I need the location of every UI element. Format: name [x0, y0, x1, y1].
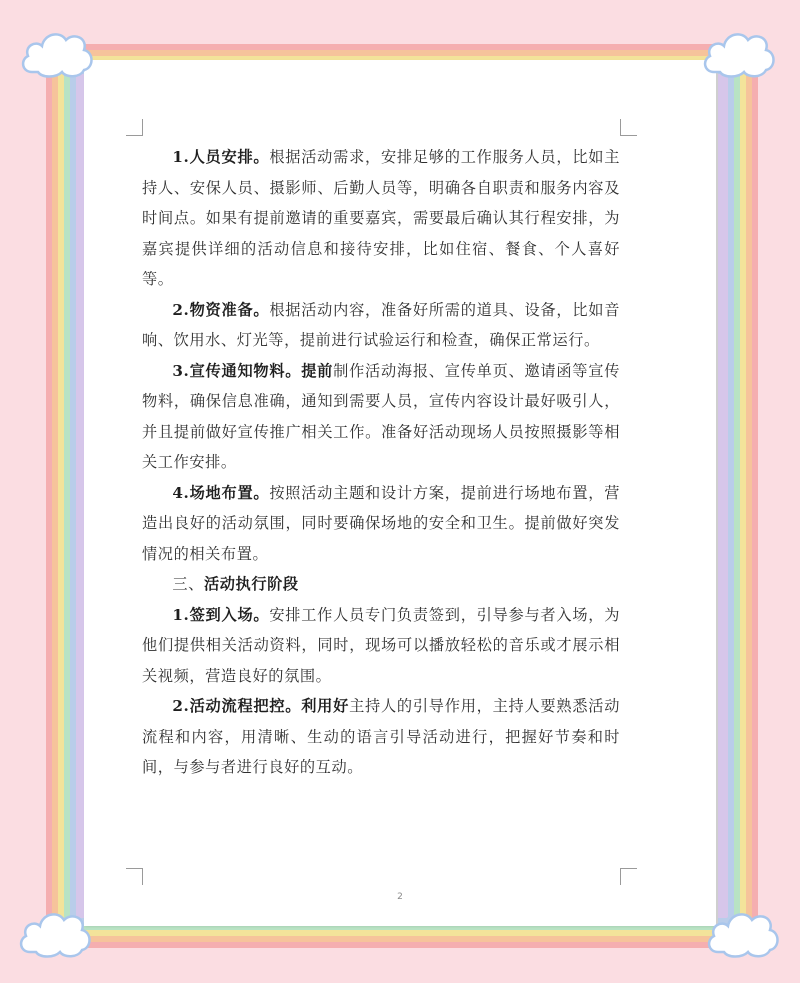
paragraph-text: 主持人的引导作用，主持人要熟悉活动流程和内容，用清晰、生动的语言引导活动进行，把握好节奏和时间，与参与者进行良好的互动。 — [142, 697, 621, 776]
paragraph-text: 安排工作人员专门负责签到，引导参与者入场，为他们提供相关活动资料，同时，现场可以播放轻松的音乐或才展示相关视频，营造良好的氛围。 — [142, 605, 620, 685]
paragraph-staff-arrangement — [142, 142, 620, 295]
page-edge-shadow — [716, 60, 718, 926]
crop-mark-top-right — [620, 119, 637, 136]
paragraph-lead: 1.签到入场。 — [172, 605, 270, 624]
paragraph-lead: 4.场地布置。 — [172, 483, 270, 502]
paragraph-text: 制作活动海报、宣传单页、邀请函等宣传物料，确保信息准确，通知到需要人员，宣传内容设计最好吸引人，并且提前做好宣传推广相关工作。准备好活动现场人员按照摄影等相关工作安排。 — [142, 361, 620, 471]
crop-mark-bottom-left — [126, 868, 143, 885]
paragraph-lead: 2.活动流程把控。利用好 — [172, 697, 350, 715]
page-number: 2 — [397, 892, 403, 902]
section-heading — [142, 569, 620, 600]
paragraph-text: 根据活动内容，准备好所需的道具、设备，比如音响、饮用水、灯光等，提前进行试验运行和检查，确保正常运行。 — [142, 300, 620, 349]
paragraph-process-control — [142, 691, 620, 783]
paragraph-checkin — [142, 600, 620, 692]
cloud-icon-bottom-right — [704, 906, 784, 964]
cloud-icon-bottom-left — [16, 906, 96, 964]
paragraph-venue — [142, 478, 620, 570]
paragraph-lead: 2.物资准备。 — [172, 300, 270, 319]
paragraph-lead: 1.人员安排。 — [172, 148, 270, 166]
section-heading-title: 活动执行阶段 — [203, 575, 299, 593]
paragraph-promotion — [142, 356, 620, 478]
cloud-icon-top-left — [18, 26, 98, 84]
paragraph-text: 根据活动需求，安排足够的工作服务人员，比如主持人、安保人员、摄影师、后勤人员等，明确各自职责和服务内容及时间点。如果有提前邀请的重要嘉宾，需要最后确认其行程安排，为嘉宾提供详细的活动信息和接待安排，比如住宿、餐食、个人喜好等。 — [142, 148, 620, 288]
paragraph-materials — [142, 295, 620, 356]
cloud-icon-top-right — [700, 26, 780, 84]
crop-mark-bottom-right — [620, 868, 637, 885]
section-heading-prefix: 三、 — [172, 575, 204, 593]
document-body — [142, 142, 620, 783]
paragraph-lead: 3.宣传通知物料。提前 — [172, 361, 334, 380]
paragraph-text: 按照活动主题和设计方案，提前进行场地布置，营造出良好的活动氛围，同时要确保场地的安全和卫生。提前做好突发情况的相关布置。 — [142, 483, 620, 563]
crop-mark-top-left — [126, 119, 143, 136]
